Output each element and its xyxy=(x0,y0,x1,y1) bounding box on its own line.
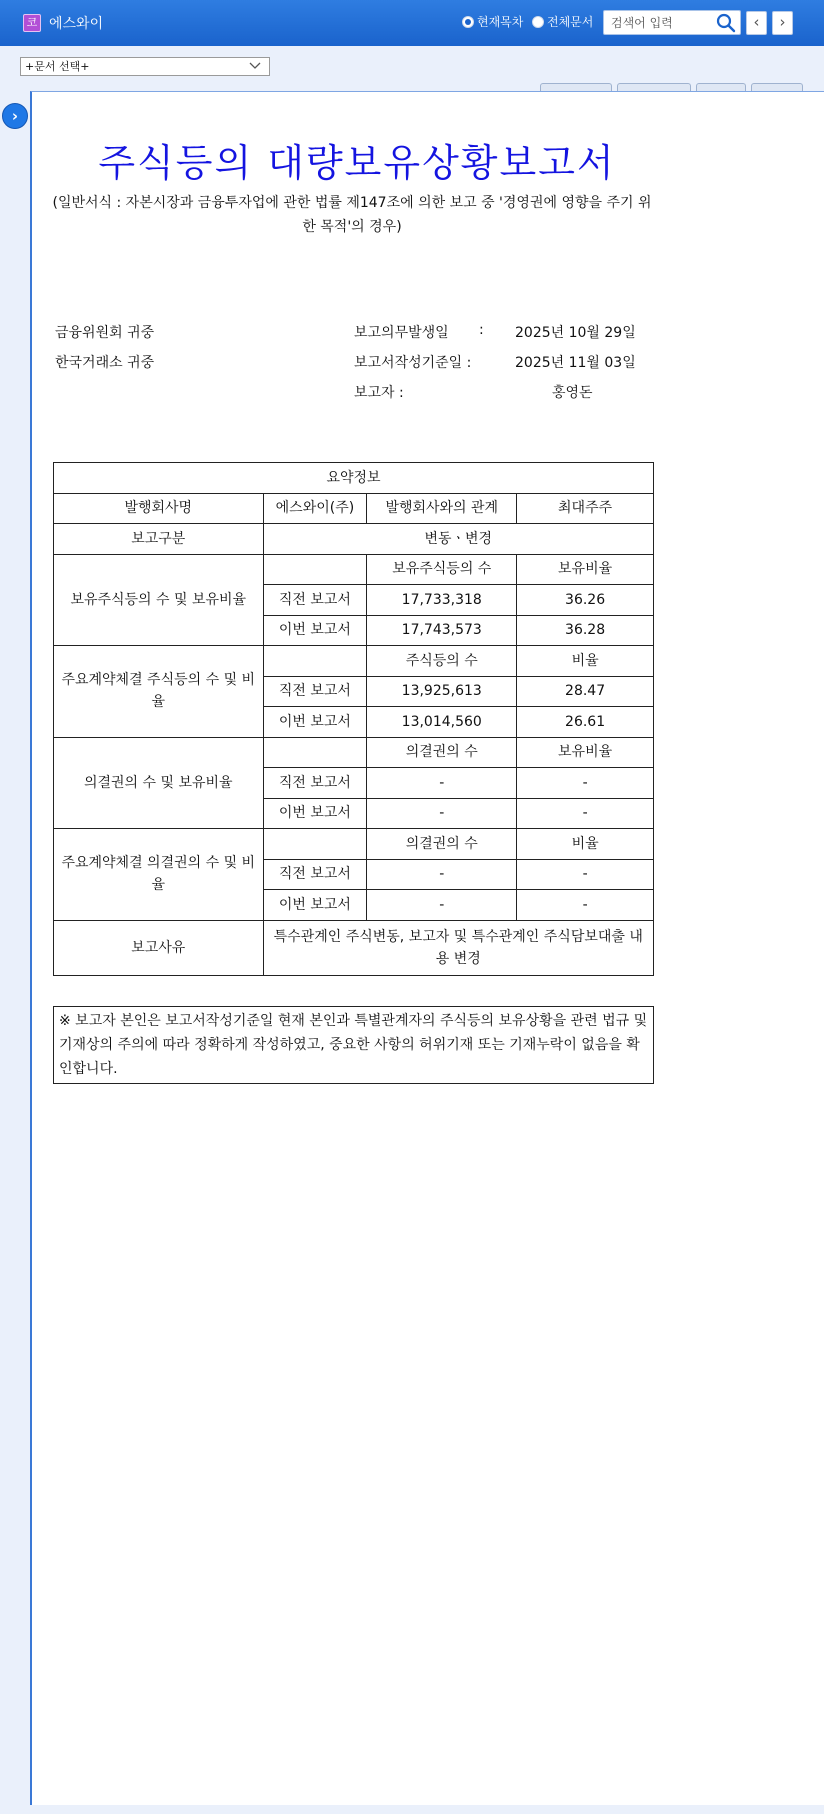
top-bar xyxy=(0,0,824,46)
search-box xyxy=(603,10,741,35)
report-type-value: 변동ㆍ변경 xyxy=(263,524,653,555)
reporter-label: 보고자 : xyxy=(354,385,404,401)
holdings-label: 보유주식등의 수 및 보유비율 xyxy=(54,554,264,646)
relation-value: 최대주주 xyxy=(517,493,654,524)
contract-shares-curr-ratio: 26.61 xyxy=(517,707,654,738)
holdings-prev-ratio: 36.26 xyxy=(517,585,654,616)
document-select[interactable] xyxy=(20,57,270,76)
prev-report-label: 직전 보고서 xyxy=(263,585,367,616)
empty-cell xyxy=(263,554,367,585)
contract-voting-curr-count: - xyxy=(367,890,517,921)
table-row xyxy=(54,524,654,555)
voting-curr-ratio: - xyxy=(517,798,654,829)
contract-shares-prev-ratio: 28.47 xyxy=(517,676,654,707)
summary-table xyxy=(53,462,654,976)
contract-shares-col-a: 주식등의 수 xyxy=(367,646,517,677)
table-row xyxy=(54,920,654,975)
contract-shares-col-b: 비율 xyxy=(517,646,654,677)
contract-shares-label: 주요계약체결 주식등의 수 및 비율 xyxy=(54,646,264,738)
prev-report-label: 직전 보고서 xyxy=(263,859,367,890)
voting-col-b: 보유비율 xyxy=(517,737,654,768)
holdings-curr-count: 17,743,573 xyxy=(367,615,517,646)
contract-voting-prev-ratio: - xyxy=(517,859,654,890)
curr-report-label: 이번 보고서 xyxy=(263,615,367,646)
curr-report-label: 이번 보고서 xyxy=(263,707,367,738)
table-row xyxy=(54,646,654,677)
voting-label: 의결권의 수 및 보유비율 xyxy=(54,737,264,829)
curr-report-label: 이번 보고서 xyxy=(263,798,367,829)
table-row xyxy=(54,737,654,768)
table-row xyxy=(54,493,654,524)
reporter-name: 홍영돈 xyxy=(552,385,593,401)
voting-prev-count: - xyxy=(367,768,517,799)
search-input[interactable] xyxy=(604,11,714,34)
recipient-fsc: 금융위원회 귀중 xyxy=(55,325,155,341)
holdings-curr-ratio: 36.28 xyxy=(517,615,654,646)
document-title: 주식등의 대량보유상황보고서 xyxy=(98,141,616,185)
issuer-name: 에스와이(주) xyxy=(263,493,367,524)
contract-voting-col-b: 비율 xyxy=(517,829,654,860)
holdings-prev-count: 17,733,318 xyxy=(367,585,517,616)
radio-dot-icon[interactable] xyxy=(462,16,474,28)
voting-curr-count: - xyxy=(367,798,517,829)
obligation-date-colon: : xyxy=(479,322,484,338)
contract-voting-col-a: 의결권의 수 xyxy=(367,829,517,860)
empty-cell xyxy=(263,646,367,677)
document-viewer xyxy=(30,91,824,1805)
corp-name: 에스와이 xyxy=(49,16,104,32)
document-subtitle: (일반서식 : 자본시장과 금융투자업에 관한 법률 제147조에 의한 보고 중 '경영권에 영향을 주기 위한 목적'의 경우) xyxy=(52,195,652,235)
radio-all-label: 전체문서 xyxy=(547,15,594,29)
prev-report-label: 직전 보고서 xyxy=(263,768,367,799)
radio-current-label: 현재목차 xyxy=(477,15,524,29)
report-type-label: 보고구분 xyxy=(54,524,264,555)
obligation-date-label: 보고의무발생일 xyxy=(354,325,449,341)
recipient-krx: 한국거래소 귀중 xyxy=(55,355,155,371)
radio-all-docs[interactable] xyxy=(532,13,593,30)
basis-date-value: 2025년 11월 03일 xyxy=(515,355,636,371)
contract-shares-curr-count: 13,014,560 xyxy=(367,707,517,738)
obligation-date-value: 2025년 10월 29일 xyxy=(515,325,636,341)
document-select-value: +문서 선택+ xyxy=(25,60,90,73)
contract-voting-curr-ratio: - xyxy=(517,890,654,921)
voting-col-a: 의결권의 수 xyxy=(367,737,517,768)
relation-label: 발행회사와의 관계 xyxy=(367,493,517,524)
corp-badge-icon: 코 xyxy=(23,14,41,32)
table-row xyxy=(54,829,654,860)
search-icon[interactable] xyxy=(716,13,736,33)
radio-dot-icon[interactable] xyxy=(532,16,544,28)
prev-result-button[interactable]: ‹ xyxy=(746,11,767,35)
curr-report-label: 이번 보고서 xyxy=(263,890,367,921)
empty-cell xyxy=(263,829,367,860)
table-row xyxy=(54,554,654,585)
holdings-col-a: 보유주식등의 수 xyxy=(367,554,517,585)
holdings-col-b: 보유비율 xyxy=(517,554,654,585)
voting-prev-ratio: - xyxy=(517,768,654,799)
issuer-label: 발행회사명 xyxy=(54,493,264,524)
next-result-button[interactable]: › xyxy=(772,11,793,35)
sidebar-toggle-button[interactable]: › xyxy=(2,103,28,129)
chevron-down-icon xyxy=(249,61,261,71)
contract-voting-prev-count: - xyxy=(367,859,517,890)
basis-date-label: 보고서작성기준일 : xyxy=(354,355,472,371)
radio-current-toc[interactable] xyxy=(462,13,523,30)
reason-label: 보고사유 xyxy=(54,920,264,975)
confirmation-notice: ※ 보고자 본인은 보고서작성기준일 현재 본인과 특별관계자의 주식등의 보유상황을 관련 법규 및 기재상의 주의에 따라 정확하게 작성하였고, 중요한 사항의 허위기재 또는 기재누락이 없음을 확인합니다. xyxy=(53,1006,654,1084)
contract-shares-prev-count: 13,925,613 xyxy=(367,676,517,707)
table-row xyxy=(54,463,654,494)
contract-voting-label: 주요계약체결 의결권의 수 및 비율 xyxy=(54,829,264,921)
empty-cell xyxy=(263,737,367,768)
reason-value: 특수관계인 주식변동, 보고자 및 특수관계인 주식담보대출 내용 변경 xyxy=(263,920,653,975)
summary-title: 요약정보 xyxy=(54,463,654,494)
prev-report-label: 직전 보고서 xyxy=(263,676,367,707)
